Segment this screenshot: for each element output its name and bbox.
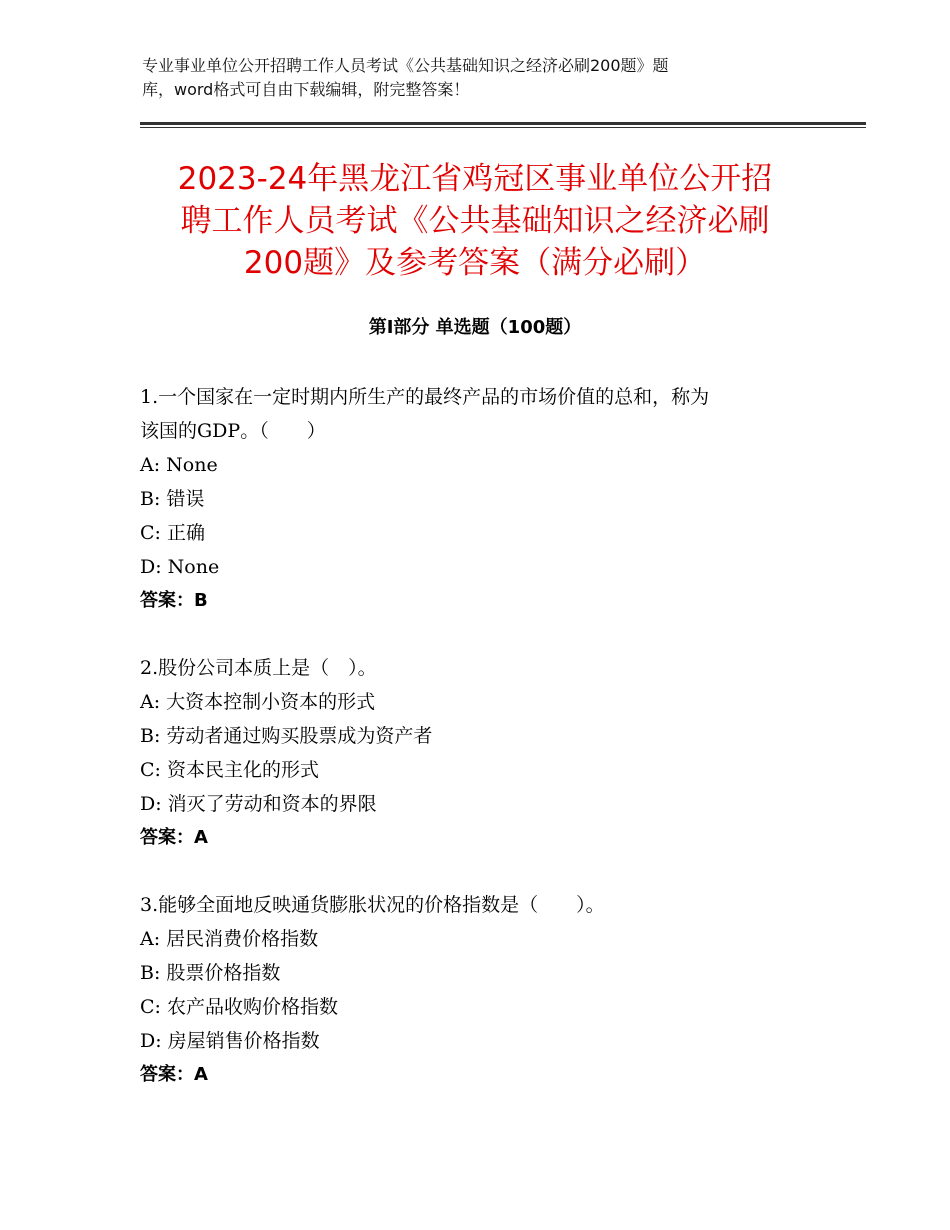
- option-a: A: 大资本控制小资本的形式: [140, 691, 376, 713]
- option-b: B: 股票价格指数: [140, 962, 281, 984]
- document-title-line-3: 200题》及参考答案（满分必刷）: [243, 245, 707, 281]
- header-divider-thin: [140, 127, 866, 128]
- question-stem: 3.能够全面地反映通货膨胀状况的价格指数是（ ）。: [140, 894, 605, 916]
- header-divider-thick: [140, 122, 866, 125]
- option-c: C: 正确: [140, 522, 205, 544]
- document-title: [150, 158, 800, 284]
- option-c: C: 资本民主化的形式: [140, 759, 319, 781]
- question-1: [140, 380, 860, 618]
- section-title: 第Ⅰ部分 单选题（100题）: [368, 317, 582, 338]
- option-c: C: 农产品收购价格指数: [140, 996, 338, 1018]
- question-3: [140, 888, 860, 1092]
- question-2: [140, 651, 860, 855]
- option-b: B: 错误: [140, 488, 205, 510]
- option-d: D: 消灭了劳动和资本的界限: [140, 793, 377, 815]
- option-a: A: None: [140, 454, 218, 476]
- header-note: [142, 54, 782, 102]
- question-stem-continued: 该国的GDP。（ ）: [140, 420, 326, 442]
- option-b: B: 劳动者通过购买股票成为资产者: [140, 725, 433, 747]
- answer: 答案：A: [140, 1064, 208, 1085]
- document-title-line-2: 聘工作人员考试《公共基础知识之经济必刷: [180, 203, 770, 239]
- question-stem: 2.股份公司本质上是（ ）。: [140, 657, 377, 679]
- option-d: D: 房屋销售价格指数: [140, 1030, 320, 1052]
- answer: 答案：B: [140, 590, 208, 611]
- header-note-line-1: 专业事业单位公开招聘工作人员考试《公共基础知识之经济必刷200题》题: [142, 56, 669, 75]
- answer: 答案：A: [140, 827, 208, 848]
- question-stem: 1.一个国家在一定时期内所生产的最终产品的市场价值的总和，称为: [140, 386, 710, 408]
- document-title-line-1: 2023-24年黑龙江省鸡冠区事业单位公开招: [177, 161, 773, 197]
- header-note-line-2: 库，word格式可自由下载编辑，附完整答案！: [142, 80, 470, 99]
- option-d: D: None: [140, 556, 220, 578]
- option-a: A: 居民消费价格指数: [140, 928, 319, 950]
- question-list: [140, 380, 860, 1125]
